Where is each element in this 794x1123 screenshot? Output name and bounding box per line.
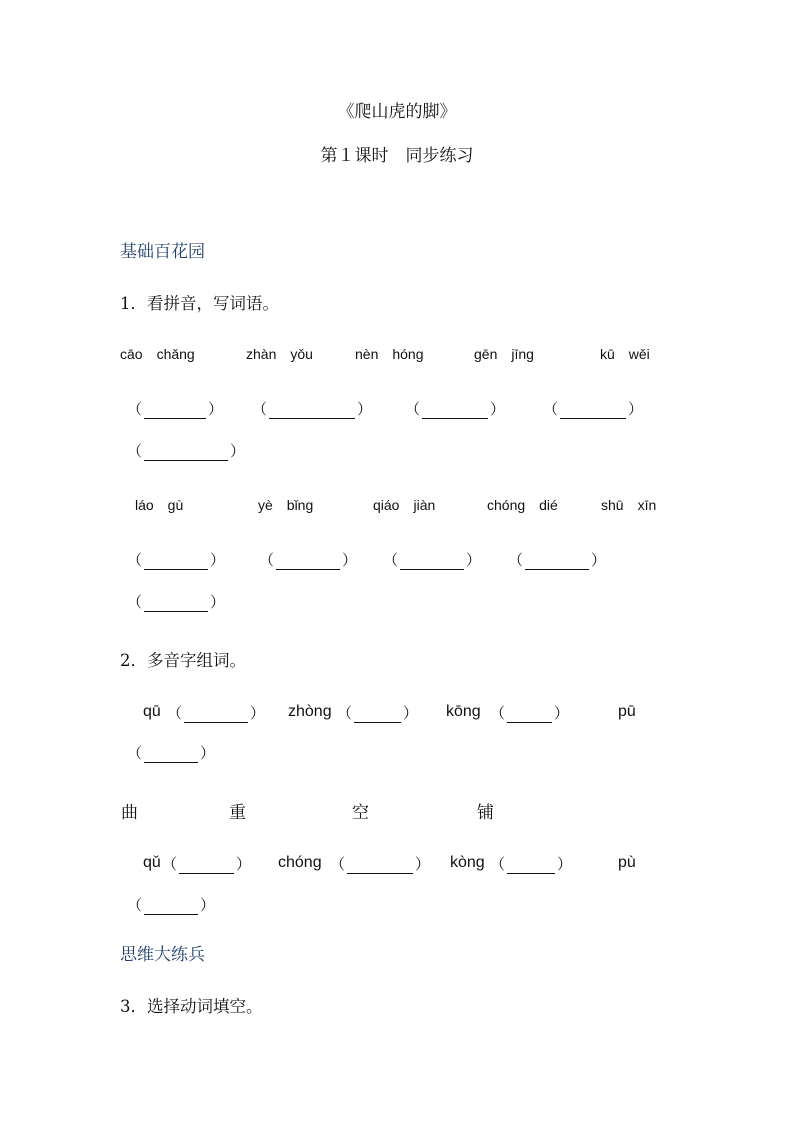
answer-blank[interactable]: （ ） [127,442,246,460]
pinyin-2-5: shū xīn [601,497,657,513]
answer-blank[interactable]: （ ） [490,855,573,873]
section-heading-basic: 基础百花园 [120,242,205,262]
polyphone-pinyin-top-1: qū [143,703,161,720]
answer-blank[interactable]: （ ） [405,400,506,418]
question-3-label: 3．选择动词填空。 [120,997,263,1016]
question-1-label: 1．看拼音，写词语。 [120,294,279,313]
answer-blank[interactable]: （ ） [252,400,373,418]
pinyin-2-4: chóng dié [487,497,558,513]
pinyin-1-4: gēn jīng [474,346,534,362]
answer-blank[interactable]: （ ） [490,704,570,722]
polyphone-pinyin-bottom-1: qǔ [143,854,161,871]
answer-blank[interactable]: （ ） [167,704,266,722]
answer-blank[interactable]: （ ） [127,744,216,762]
polyphone-char-2: 重 [229,803,246,823]
polyphone-char-4: 铺 [477,803,494,823]
polyphone-pinyin-bottom-2: chóng [278,854,322,871]
page-subtitle: 第１课时 同步练习 [320,146,474,166]
answer-blank[interactable]: （ ） [127,551,226,569]
answer-blank[interactable]: （ ） [162,855,252,873]
polyphone-char-1: 曲 [121,803,138,823]
polyphone-pinyin-top-2: zhòng [288,703,332,720]
answer-blank[interactable]: （ ） [127,593,226,611]
pinyin-1-1: cāo chǎng [120,346,195,362]
page-title: 《爬山虎的脚》 [337,102,457,122]
polyphone-pinyin-top-4: pū [618,703,636,720]
section-heading-thinking: 思维大练兵 [120,945,205,965]
polyphone-pinyin-top-3: kōng [446,703,481,720]
polyphone-pinyin-bottom-3: kòng [450,854,485,871]
answer-blank[interactable]: （ ） [330,855,431,873]
pinyin-1-5: kū wěi [600,346,650,362]
pinyin-1-3: nèn hóng [355,346,424,362]
answer-blank[interactable]: （ ） [383,551,482,569]
polyphone-pinyin-bottom-4: pù [618,854,636,871]
answer-blank[interactable]: （ ） [508,551,607,569]
pinyin-2-2: yè bǐng [258,497,314,513]
question-2-label: 2．多音字组词。 [120,651,246,670]
polyphone-char-3: 空 [352,803,369,823]
answer-blank[interactable]: （ ） [259,551,358,569]
answer-blank[interactable]: （ ） [127,400,224,418]
answer-blank[interactable]: （ ） [337,704,419,722]
answer-blank[interactable]: （ ） [543,400,644,418]
answer-blank[interactable]: （ ） [127,896,216,914]
pinyin-2-1: láo gù [135,497,184,513]
pinyin-2-3: qiáo jiàn [373,497,436,513]
pinyin-1-2: zhàn yǒu [246,346,313,362]
